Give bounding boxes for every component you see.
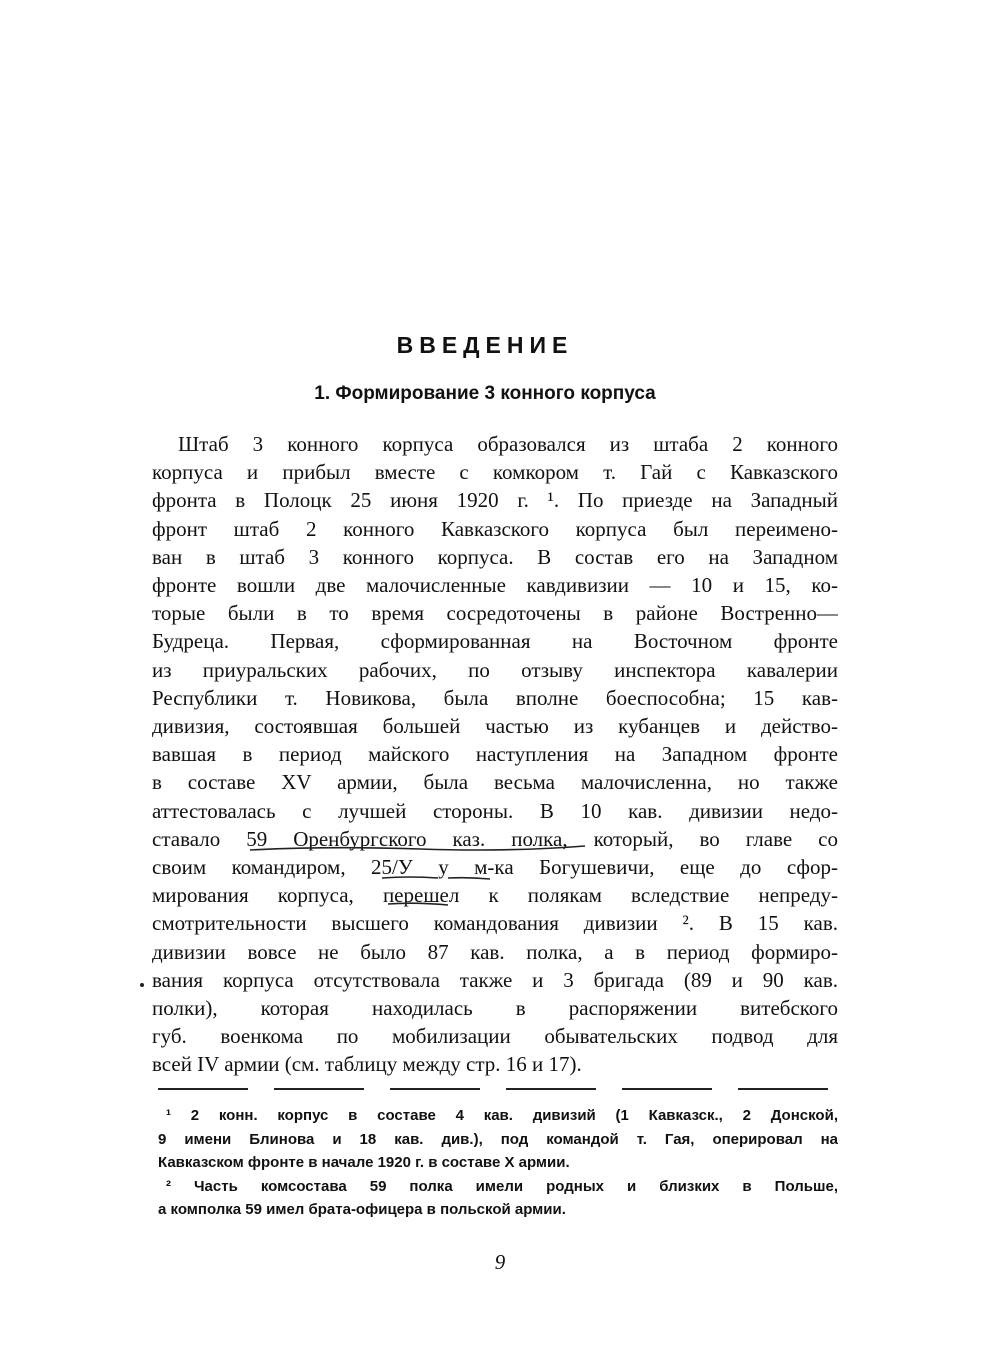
- body-line: Штаб 3 конного корпуса образовался из штаба 2 конного: [178, 432, 838, 456]
- body-line: смотрительности высшего командования дивизии ². В 15 кав.: [152, 911, 838, 936]
- body-line: дивизия, состоявшая большей частью из кубанцев и действо-: [152, 714, 838, 739]
- footnotes: [158, 1104, 838, 1222]
- body-line-underlined: мирования корпуса, перешел к полякам вследствие непреду-: [152, 883, 838, 908]
- body-line: Будреца. Первая, сформированная на Восточном фронте: [152, 629, 838, 654]
- body-line: губ. военкома по мобилизации обывательских подвод для: [152, 1024, 838, 1049]
- body-line-underlined: ставало 59 Оренбургского каз. полка, который, во главе со: [152, 826, 838, 851]
- footnote-line: а комполка 59 имел брата-офицера в польской армии.: [158, 1201, 566, 1218]
- footnote-line: ¹ 2 конн. корпус в составе 4 кав. дивизий (1 Кавказск., 2 Донской,: [166, 1107, 838, 1124]
- body-line: ван в штаб 3 конного корпуса. В состав его на Западном: [152, 544, 838, 569]
- footnote-line: Кавказском фронте в начале 1920 г. в составе X армии.: [158, 1154, 570, 1171]
- body-line: дивизии вовсе не было 87 кав. полка, а в период формиро-: [152, 939, 838, 964]
- chapter-heading: ВВЕДЕНИЕ: [396, 332, 574, 358]
- page-number: 9: [494, 1250, 506, 1274]
- body-line: аттестовалась с лучшей стороны. В 10 кав. дивизии недо-: [152, 798, 838, 823]
- body-line: фронте вошли две малочисленные кавдивизии — 10 и 15, ко-: [152, 573, 838, 598]
- body-line: корпуса и прибыл вместе с комкором т. Гай с Кавказского: [152, 460, 838, 485]
- body-line: в составе XV армии, была весьма малочисленна, но также: [152, 770, 838, 795]
- margin-mark: [140, 983, 144, 987]
- footnote-line: 9 имени Блинова и 18 кав. див.), под командой т. Гая, оперировал на: [158, 1130, 838, 1148]
- body-line: всей IV армии (см. таблицу между стр. 16 и 17).: [152, 1052, 582, 1077]
- body-line: фронт штаб 2 конного Кавказского корпуса был переимено-: [152, 516, 838, 541]
- body-line-underlined: своим командиром, 25/У у м-ка Богушевичи, еще до сфор-: [152, 855, 838, 880]
- body-line: полки), которая находилась в распоряжении витебского: [152, 996, 838, 1021]
- footnote-line: ² Часть комсостава 59 полка имели родных и близких в Польше,: [166, 1177, 838, 1195]
- body-line: Республики т. Новикова, была вполне боеспособна; 15 кав-: [152, 685, 838, 710]
- body-line: торые были в то время сосредоточены в районе Востренно—: [152, 601, 838, 626]
- footnote-separator: [158, 1088, 838, 1090]
- body-line: из приуральских рабочих, по отзыву инспектора кавалерии: [152, 657, 838, 682]
- body-line: вавшая в период майского наступления на Западном фронте: [152, 742, 838, 767]
- body-text: [152, 430, 838, 1079]
- body-line: вания корпуса отсутствовала также и 3 бригада (89 и 90 кав.: [152, 967, 838, 992]
- section-title: 1. Формирование 3 конного корпуса: [314, 383, 656, 404]
- body-line: фронта в Полоцк 25 июня 1920 г. ¹. По приезде на Западный: [152, 488, 838, 513]
